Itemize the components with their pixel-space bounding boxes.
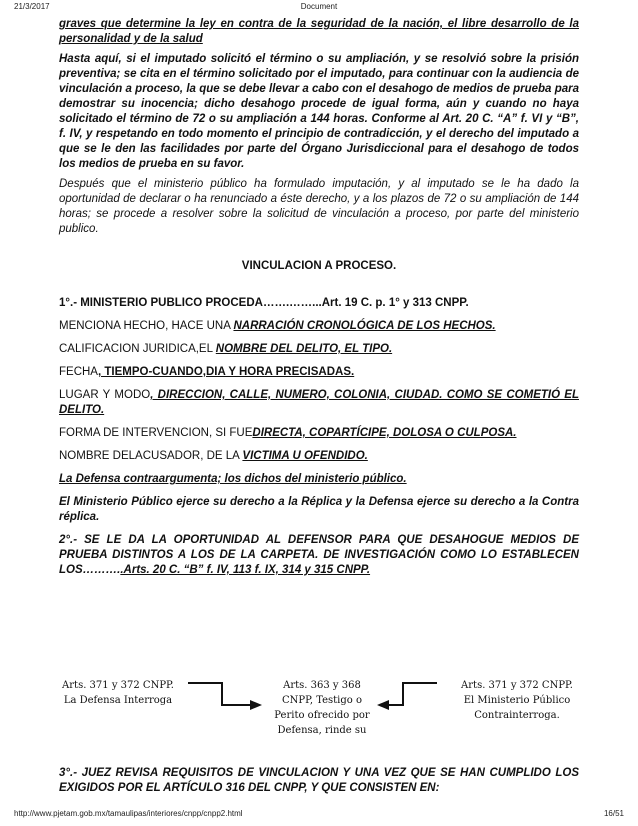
step-3-block: [59, 766, 579, 796]
page-number: 16/51: [603, 809, 624, 818]
paragraph-hearing: Hasta aquí, si el imputado solicitó el término o su ampliación, y se resolvió sobre la prisión preventiva; se cita en el término solicitado por el imputado, para continuar con la audiencia de vinculación a proceso, la que se debe llevar a cabo con el desahogo de medios de prueba para demostrar su inocencia; dicho desahogo procede de igual forma, aún y cuando no haya solicitado el término de 72 o su ampliación a 144 horas. Conforme al Art. 20 C. “A” f. VI y “B”, f. IV, y respetando en todo momento el principio de contradicción, y el derecho del imputado a que se le den las facilidades por parte del Órgano Jurisdiccional para el desahogo de todos los medios de prueba en su favor.: [59, 53, 579, 170]
requirement-label: FORMA DE INTERVENCION, SI FUE: [59, 427, 253, 439]
requirement-label: MENCIONA HECHO, HACE UNA: [59, 320, 234, 332]
requirement-intervention: [59, 426, 579, 441]
requirement-legal: [59, 342, 579, 357]
print-title: Document: [300, 2, 338, 11]
requirement-label: FECHA: [59, 366, 98, 378]
step-2-text: 2°.- SE LE DA LA OPORTUNIDAD AL DEFENSOR PARA QUE DESAHOGUE MEDIOS DE PRUEBA DISTINTOS A LOS DE LA CARPETA. DE INVESTIGACIÓN COMO LO ESTABLECEN LOS……….: [59, 534, 579, 576]
paragraph-resolution: Después que el ministerio público ha formulado imputación, y al imputado se le ha dado la oportunidad de declarar o ha renunciado a éste derecho, y a los plazos de 72 o su ampliación de 144 horas; se procede a resolver sobre la solicitud de vinculación a proceso, por parte del ministerio publico.: [59, 178, 579, 235]
requirement-label: NOMBRE DELACUSADOR, DE LA: [59, 450, 243, 462]
requirement-label: CALIFICACION JURIDICA,EL: [59, 343, 216, 355]
step-1: 1°.- MINISTERIO PUBLICO PROCEDA…….……...Art. 19 C. p. 1° y 313 CNPP.: [59, 297, 469, 309]
box-line: Arts. 371 y 372 CNPP.: [461, 680, 573, 691]
box-line: El Ministerio Público: [463, 695, 571, 706]
requirement-label: LUGAR Y MODO: [59, 389, 151, 401]
section-heading: VINCULACION A PROCESO.: [241, 260, 397, 272]
requirement-accuser: [59, 449, 579, 464]
box-line: Arts. 363 y 368: [283, 680, 361, 691]
left-arrow-icon: [377, 683, 437, 710]
box-line: CNPP, Testigo o: [282, 695, 362, 706]
step-2: [59, 533, 579, 578]
requirement-value: NOMBRE DEL DELITO, EL TIPO.: [215, 343, 393, 355]
paragraph-continued: graves que determine la ley en contra de la seguridad de la nación, el libre desarrollo de la personalidad y de la salud: [59, 18, 579, 45]
print-date: 21/3/2017: [14, 2, 50, 11]
requirement-date: [59, 365, 579, 380]
source-url[interactable]: http://www.pjetam.gob.mx/tamaulipas/interiores/cnpp/cnpp2.html: [14, 809, 243, 818]
reply-paragraph: El Ministerio Público ejerce su derecho a la Réplica y la Defensa ejerce su derecho a la Contra réplica.: [59, 496, 579, 523]
defense-argument: La Defensa contraargumenta; los dichos del ministerio público.: [59, 473, 407, 485]
witness-box: [262, 678, 382, 738]
requirement-value: , TIEMPO-CUANDO,DIA Y HORA PRECISADAS.: [97, 366, 355, 378]
requirement-value: DIRECTA, COPARTÍCIPE, DOLOSA O CULPOSA.: [252, 427, 517, 439]
requirement-value: VICTIMA U OFENDIDO.: [242, 450, 368, 462]
box-line: Perito ofrecido por: [274, 710, 370, 721]
prosecutor-cross-box: [452, 678, 582, 723]
right-arrow-icon: [188, 683, 262, 710]
box-line: La Defensa Interroga: [63, 695, 173, 706]
requirement-facts: [59, 319, 579, 334]
step-2-articles: .Arts. 20 C. “B” f. IV, 113 f. IX, 314 y 315 CNPP.: [120, 564, 371, 576]
box-line: Contrainterroga.: [474, 710, 560, 721]
document-body: [59, 17, 579, 578]
requirement-value: NARRACIÓN CRONOLÓGICA DE LOS HECHOS.: [233, 320, 496, 332]
requirement-place: [59, 388, 579, 418]
defense-interrogates-box: [58, 678, 178, 708]
step-3: 3°.- JUEZ REVISA REQUISITOS DE VINCULACION Y UNA VEZ QUE SE HAN CUMPLIDO LOS EXIGIDOS POR EL ARTÍCULO 316 DEL CNPP, Y QUE CONSISTEN EN:: [59, 767, 579, 794]
box-line: Defensa, rinde su: [277, 725, 367, 736]
requirement-value: , DIRECCION, CALLE, NUMERO, COLONIA, CIUDAD. COMO SE COMETIÓ EL DELITO.: [59, 389, 579, 416]
box-line: Arts. 371 y 372 CNPP.: [62, 680, 174, 691]
